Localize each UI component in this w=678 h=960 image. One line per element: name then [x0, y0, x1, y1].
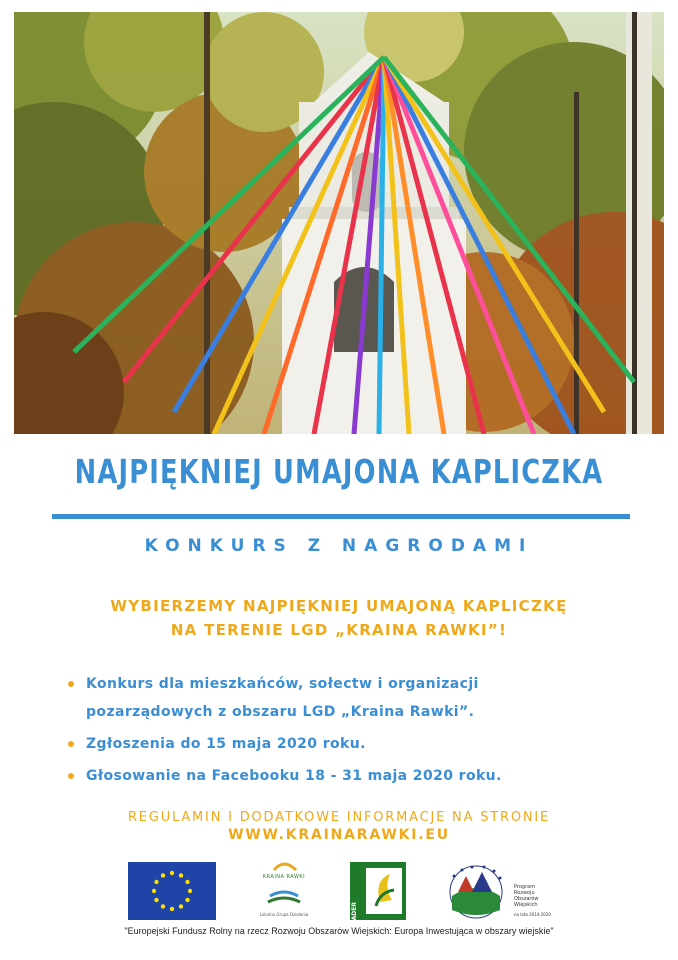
- kraina-name: KRAINA RAWKI: [262, 874, 306, 880]
- chapel-photo: [14, 12, 664, 434]
- bullet-text: pozarządowych z obszaru LGD „Kraina Rawki”.: [86, 704, 475, 720]
- title-divider: [52, 514, 630, 519]
- bullet-dot-icon: [68, 773, 74, 779]
- prow-line: Wiejskich: [514, 902, 538, 908]
- kraina-rawki-logo: [256, 860, 312, 922]
- leader-label: LEADER: [351, 902, 358, 929]
- bullet-text: Zgłoszenia do 15 maja 2020 roku.: [86, 736, 366, 752]
- regulations-note: REGULAMIN I DODATKOWE INFORMACJE NA STRONIE: [127, 810, 551, 825]
- bullet-dot-icon: [68, 681, 74, 687]
- list-item: [64, 762, 624, 790]
- announcement-line-1: WYBIERZEMY NAJPIĘKNIEJ UMAJONĄ KAPLICZKĘ: [110, 597, 568, 615]
- prow-name: [514, 884, 558, 908]
- eu-flag-icon: [128, 862, 216, 920]
- bullet-text: Głosowanie na Facebooku 18 - 31 maja 2020 roku.: [86, 768, 502, 784]
- website-link[interactable]: WWW.KRAINARAWKI.EU: [228, 827, 450, 843]
- bullet-text: Konkurs dla mieszkańców, sołectw i organizacji: [86, 676, 479, 692]
- kraina-subtitle: Lokalna Grupa Działania: [259, 912, 309, 917]
- poster-subtitle: KONKURS Z NAGRODAMI: [144, 536, 534, 556]
- announcement: [0, 594, 678, 642]
- prow-years: na lata 2014-2020: [514, 912, 551, 917]
- prow-logo: [444, 862, 554, 920]
- prow-line: Rozwoju: [514, 890, 535, 896]
- funding-footer: "Europejski Fundusz Rolny na rzecz Rozwoju Obszarów Wiejskich: Europa Inwestująca w obszary wiejskie": [124, 926, 554, 936]
- announcement-line-2: NA TERENIE LGD „KRAINA RAWKI”!: [170, 621, 508, 639]
- poster-title: NAJPIĘKNIEJ UMAJONA KAPLICZKA: [74, 452, 604, 491]
- sponsor-logos: [0, 860, 678, 929]
- leader-logo: [350, 862, 406, 929]
- list-item: [64, 730, 624, 758]
- prow-line: Program: [514, 884, 536, 890]
- list-item: [64, 670, 624, 726]
- bullet-list: [64, 670, 624, 790]
- bullet-dot-icon: [68, 741, 74, 747]
- prow-line: Obszarów: [514, 896, 539, 902]
